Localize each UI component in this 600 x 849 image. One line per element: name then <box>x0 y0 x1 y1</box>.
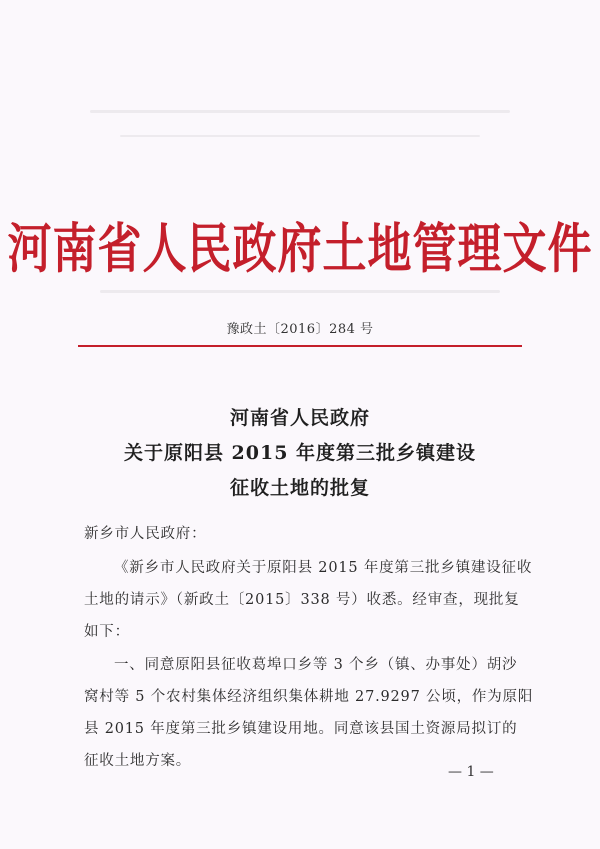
paragraph-2-line-4: 征收土地方案。 <box>84 753 192 769</box>
paragraph-2-line-1: 一、同意原阳县征收葛埠口乡等 3 个乡（镇、办事处）胡沙 <box>114 657 518 673</box>
header-divider <box>78 345 522 347</box>
page-number: — 1 — <box>448 764 494 780</box>
scan-artifact <box>100 290 500 293</box>
document-header-title: 河南省人民政府土地管理文件 <box>7 218 593 281</box>
paragraph-1-line-1: 《新乡市人民政府关于原阳县 2015 年度第三批乡镇建设征收 <box>114 560 533 576</box>
title-line-1: 河南省人民政府 <box>229 407 370 429</box>
paragraph-2-line-2: 窝村等 5 个农村集体经济组织集体耕地 27.9297 公顷，作为原阳 <box>84 689 534 705</box>
scan-artifact <box>90 110 510 113</box>
salutation: 新乡市人民政府： <box>84 526 207 542</box>
document-number: 豫政土〔2016〕284 号 <box>226 322 374 337</box>
paragraph-1-line-3: 如下： <box>84 624 130 640</box>
paragraph-2-line-3: 县 2015 年度第三批乡镇建设用地。同意该县国土资源局拟订的 <box>84 721 518 737</box>
title-line-3: 征收土地的批复 <box>229 477 370 499</box>
scan-artifact <box>120 135 480 137</box>
paragraph-1-line-2: 土地的请示》（新政土〔2015〕338 号）收悉。经审查，现批复 <box>84 592 520 608</box>
title-line-2: 关于原阳县 2015 年度第三批乡镇建设 <box>123 442 477 464</box>
